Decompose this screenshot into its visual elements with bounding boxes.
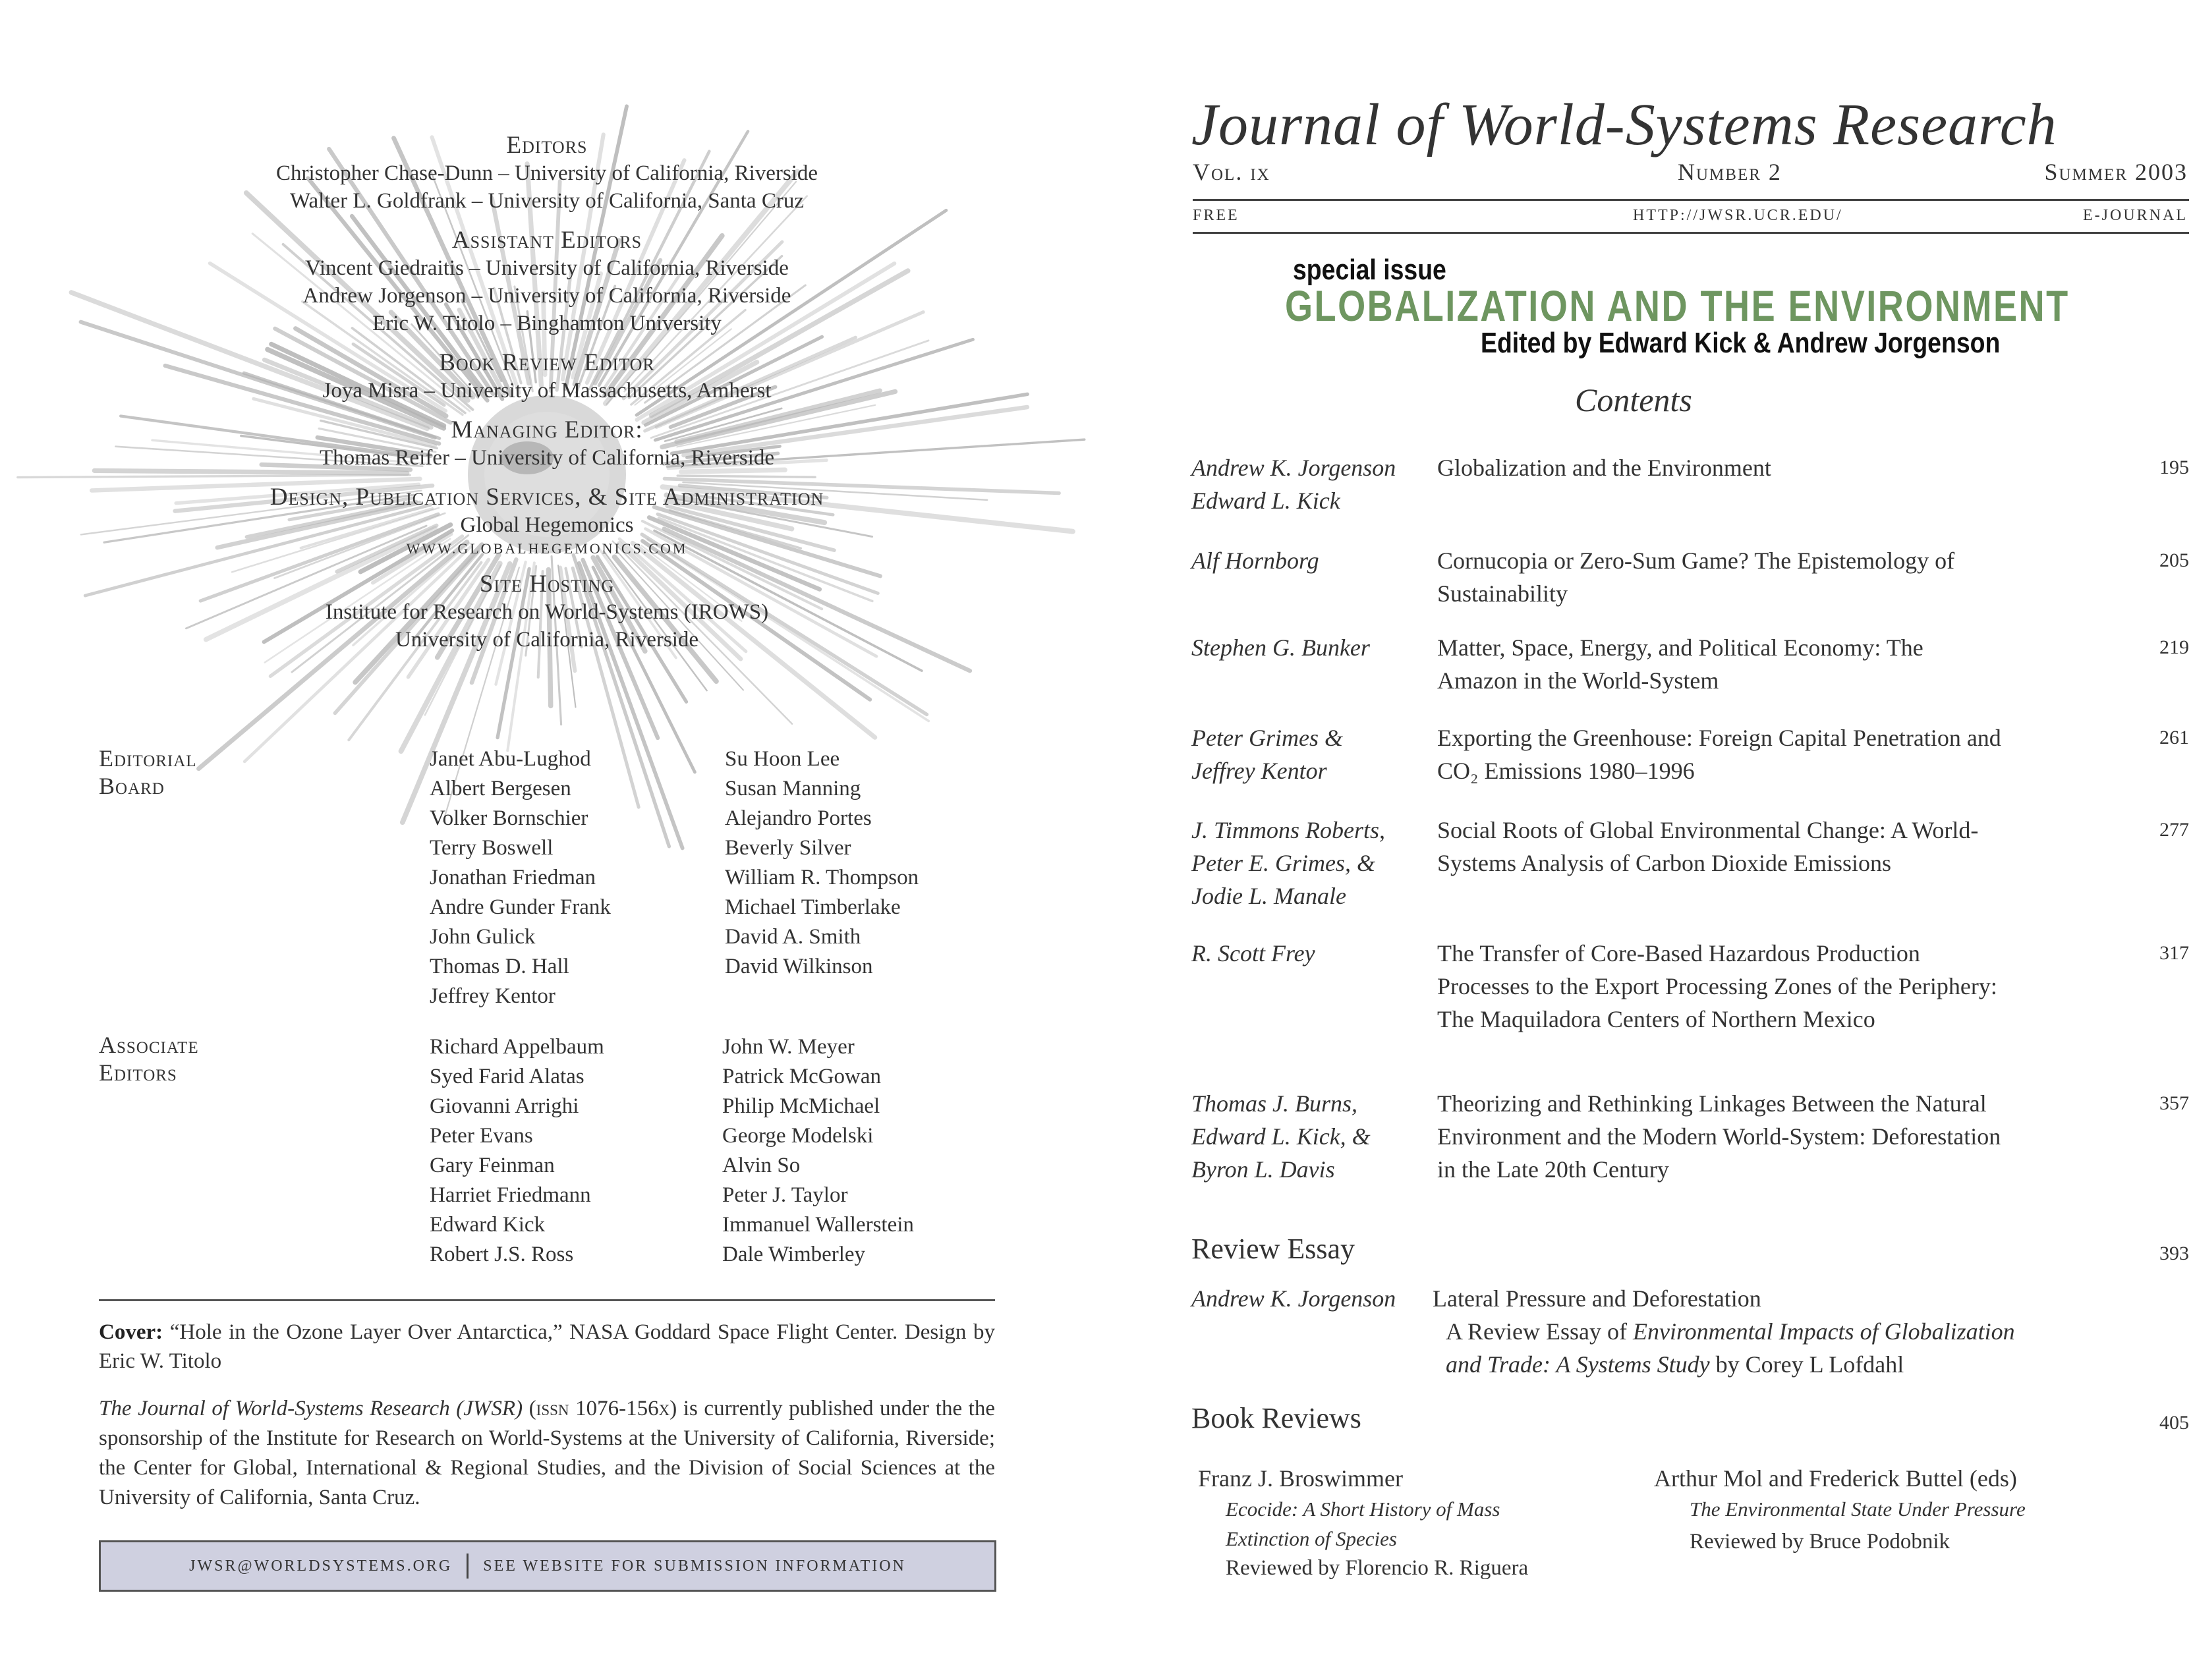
review-essay-page: 393 — [2159, 1243, 2189, 1264]
cover-credit — [99, 1318, 995, 1376]
issn: issn 1076-156x — [536, 1397, 670, 1420]
author-line: J. Timmons Roberts, — [1191, 817, 1386, 843]
ejournal-label: E-JOURNAL — [2083, 207, 2188, 224]
board-member: Janet Abu-Lughod — [430, 747, 591, 771]
board-member: David Wilkinson — [725, 955, 873, 978]
board-member: David A. Smith — [725, 925, 861, 949]
toc-author — [1191, 814, 1385, 912]
associate-editor: Alvin So — [722, 1154, 801, 1177]
toc-entry[interactable] — [1087, 937, 2189, 1075]
masthead-heading: Book Review Editor — [439, 349, 655, 376]
associate-editor: Peter Evans — [430, 1124, 533, 1148]
associate-editor: Robert J.S. Ross — [430, 1243, 574, 1266]
left-page — [0, 0, 1087, 1680]
masthead-line: Christopher Chase-Dunn – University of California, Riverside — [275, 161, 818, 185]
board-member: Volker Bornschier — [430, 806, 588, 830]
author-line: Jeffrey Kentor — [1191, 758, 1327, 784]
contents-heading: Contents — [1575, 381, 1692, 418]
right-page — [1087, 0, 2189, 1680]
masthead-heading: Editors — [506, 132, 588, 159]
volume: Vol. ix — [1193, 159, 1270, 185]
toc-author — [1191, 451, 1396, 517]
board-member: William R. Thompson — [725, 866, 919, 889]
masthead-heading: Design, Publication Services, & Site Administration — [270, 484, 824, 511]
masthead-line: Institute for Research on World-Systems (IROWS) — [325, 600, 769, 624]
board-member: Andre Gunder Frank — [430, 895, 611, 919]
associate-editor: Patrick McGowan — [722, 1065, 882, 1088]
toc-page: 219 — [2159, 636, 2189, 658]
subtitle-text: by Corey L Lofdahl — [1709, 1351, 1904, 1378]
issue-theme: GLOBALIZATION AND THE ENVIRONMENT — [1285, 281, 2070, 330]
toc-entry[interactable] — [1087, 544, 2189, 617]
board-member: Susan Manning — [725, 777, 861, 800]
toc-page: 195 — [2159, 457, 2189, 478]
board-member: Jeffrey Kentor — [430, 984, 555, 1008]
edited-by: Edited by Edward Kick & Andrew Jorgenson — [1481, 327, 2001, 359]
toc-entry[interactable] — [1087, 814, 2189, 919]
masthead-site-hosting — [99, 571, 995, 654]
review-essay-author: Andrew K. Jorgenson — [1191, 1285, 1396, 1312]
toc-author — [1191, 544, 1319, 577]
book-author: Franz J. Broswimmer — [1198, 1465, 1403, 1492]
toc-title: Theorizing and Rethinking Linkages Between the Natural Environment and the Modern World-System: Deforestation in the Late 20th Century — [1437, 1090, 2001, 1183]
masthead-line: Andrew Jorgenson – University of California, Riverside — [302, 284, 791, 308]
review-essay-subtitle — [1446, 1315, 2015, 1348]
cover-label: Cover: — [99, 1320, 163, 1344]
masthead-line: Eric W. Titolo – Binghamton University — [372, 312, 722, 335]
toc-title: Matter, Space, Energy, and Political Economy: The Amazon in the World-System — [1437, 634, 1923, 694]
toc-entry[interactable] — [1087, 721, 2189, 794]
masthead — [99, 132, 995, 665]
associate-editor: Giovanni Arrighi — [430, 1094, 579, 1118]
associate-editor: Gary Feinman — [430, 1154, 555, 1177]
toc-page: 357 — [2159, 1092, 2189, 1114]
book-author: Arthur Mol and Frederick Buttel (eds) — [1654, 1465, 2017, 1492]
masthead-line: Vincent Giedraitis – University of California, Riverside — [305, 256, 789, 280]
masthead-editors — [99, 132, 995, 215]
toc-page: 317 — [2159, 942, 2189, 964]
associate-editor: Richard Appelbaum — [430, 1035, 604, 1059]
toc-author — [1191, 721, 1343, 787]
masthead-design — [99, 484, 995, 559]
author-line: Jodie L. Manale — [1191, 883, 1346, 909]
author-line: Edward L. Kick — [1191, 488, 1340, 514]
submission-note: SEE WEBSITE FOR SUBMISSION INFORMATION — [483, 1557, 906, 1575]
board-member: Jonathan Friedman — [430, 866, 596, 889]
sponsorship-note: The Journal of World-Systems Research (JWSR) (issn 1076-156x) is currently published under the the sponsorship of the Institute for Research on World-Systems at the University of California, Riverside; the Center for Global, International & Regional Studies, and the Division of Social Sciences at the University of California, Santa Cruz. — [99, 1397, 995, 1509]
book-reviews-heading: Book Reviews — [1191, 1402, 1361, 1434]
author-line: R. Scott Frey — [1191, 940, 1315, 966]
book-reviewer: Reviewed by Florencio R. Riguera — [1226, 1556, 1529, 1580]
sponsorship-text: is currently published under the the sponsorship of the Institute for Research on World-Systems at the University of California, Riverside; the Center for Global, International & Regional Studies, and the Division of Social Sciences at the University of California, Santa Cruz. — [99, 1397, 995, 1509]
masthead-line: Joya Misra – University of Massachusetts, Amherst — [322, 379, 772, 403]
toc-title: Social Roots of Global Environmental Change: A World-Systems Analysis of Carbon Dioxide Emissions — [1437, 817, 1979, 876]
board-member: Albert Bergesen — [430, 777, 571, 800]
toc-page: 261 — [2159, 727, 2189, 748]
associate-editor: Immanuel Wallerstein — [722, 1213, 914, 1237]
associate-editor: Dale Wimberley — [722, 1243, 866, 1266]
masthead-line: University of California, Riverside — [395, 628, 699, 652]
free-label: FREE — [1193, 207, 1239, 224]
masthead-heading: Site Hosting — [479, 571, 615, 598]
subtitle-italic: Environmental Impacts of Globalization — [1632, 1318, 2015, 1345]
masthead-line: Thomas Reifer – University of California, Riverside — [319, 446, 775, 470]
author-line: Andrew K. Jorgenson — [1191, 455, 1396, 481]
associate-editors-title: Associate Editors — [99, 1032, 199, 1086]
board-member: John Gulick — [430, 925, 536, 949]
toc-title: Exporting the Greenhouse: Foreign Capital Penetration and CO₂ Emissions 1980–1996 — [1437, 725, 2001, 784]
associate-editor: Syed Farid Alatas — [430, 1065, 584, 1088]
toc-entry[interactable] — [1087, 631, 2189, 704]
board-member: Alejandro Portes — [725, 806, 872, 830]
masthead-assistant-editors — [99, 227, 995, 337]
board-member: Terry Boswell — [430, 836, 554, 860]
subtitle-text: A Review Essay of — [1446, 1318, 1633, 1345]
journal-name-italic: The Journal of World-Systems Research (JWSR) — [99, 1397, 523, 1420]
cover-text: “Hole in the Ozone Layer Over Antarctica,” NASA Goddard Space Flight Center. Design by Eric W. Titolo — [99, 1320, 995, 1373]
journal-title: Journal of World-Systems Research — [1191, 92, 2057, 157]
toc-entry[interactable] — [1087, 451, 2189, 524]
author-line: Peter E. Grimes, & — [1191, 850, 1375, 876]
author-line: Edward L. Kick, & — [1191, 1123, 1371, 1150]
footer-separator — [467, 1554, 469, 1579]
book-reviewer: Reviewed by Bruce Podobnik — [1690, 1530, 1951, 1554]
book-title: Extinction of Species — [1226, 1527, 1397, 1550]
board-member: Beverly Silver — [725, 836, 851, 860]
board-member: Michael Timberlake — [725, 895, 901, 919]
masthead-heading: Assistant Editors — [451, 227, 642, 254]
special-issue-label: special issue — [1293, 254, 1446, 286]
author-line: Byron L. Davis — [1191, 1156, 1335, 1183]
associate-editor: Philip McMichael — [722, 1094, 880, 1118]
toc-page: 205 — [2159, 549, 2189, 571]
editorial-board-title: Editorial Board — [99, 745, 197, 799]
book-title: Ecocide: A Short History of Mass — [1226, 1498, 1500, 1521]
editorial-board-col1 — [430, 744, 611, 1011]
associate-editor: Harriet Friedmann — [430, 1183, 591, 1207]
author-line: Peter Grimes & — [1191, 725, 1343, 751]
toc-author — [1191, 631, 1370, 664]
issue-season: Summer 2003 — [2044, 159, 2188, 185]
masthead-heading: Managing Editor: — [451, 416, 643, 443]
editorial-board-col2 — [725, 744, 919, 982]
associate-editor: Edward Kick — [430, 1213, 546, 1237]
author-line: Thomas J. Burns, — [1191, 1090, 1358, 1117]
associate-editor: John W. Meyer — [722, 1035, 855, 1059]
masthead-managing-editor — [99, 416, 995, 472]
masthead-line: Walter L. Goldfrank – University of California, Santa Cruz — [290, 189, 804, 213]
masthead-url: WWW.GLOBALHEGEMONICS.COM — [406, 540, 688, 557]
journal-url-link[interactable]: HTTP://JWSR.UCR.EDU/ — [1633, 207, 1843, 224]
divider — [1193, 232, 2189, 234]
toc-title: Globalization and the Environment — [1437, 455, 1771, 481]
board-member: Thomas D. Hall — [430, 955, 569, 978]
masthead-line: Global Hegemonics — [460, 513, 634, 537]
book-reviews-page: 405 — [2159, 1412, 2189, 1434]
toc-page: 277 — [2159, 819, 2189, 841]
url-row — [1193, 207, 2188, 229]
toc-author — [1191, 937, 1315, 970]
divider — [1193, 199, 2189, 201]
associate-editor: George Modelski — [722, 1124, 874, 1148]
toc-title: The Transfer of Core-Based Hazardous Production Processes to the Export Processing Zones of the Periphery: The Maquiladora Centers of Northern Mexico — [1437, 940, 1997, 1032]
issue-number: Number 2 — [1678, 159, 1782, 185]
book-title: The Environmental State Under Pressure — [1690, 1498, 2026, 1521]
masthead-book-review-editor — [99, 349, 995, 405]
toc-title: Cornucopia or Zero-Sum Game? The Epistemology of Sustainability — [1437, 547, 1955, 607]
review-essay-title[interactable]: Lateral Pressure and Deforestation — [1433, 1285, 1761, 1312]
associate-editors-col2 — [722, 1032, 914, 1270]
associate-editor: Peter J. Taylor — [722, 1183, 848, 1207]
review-essay-subtitle — [1446, 1348, 1904, 1381]
toc-author — [1191, 1087, 1371, 1186]
submission-footer — [99, 1540, 996, 1592]
email-link[interactable]: JWSR@WORLDSYSTEMS.ORG — [189, 1557, 453, 1575]
author-line: Stephen G. Bunker — [1191, 634, 1370, 661]
associate-editors-col1 — [430, 1032, 604, 1270]
subtitle-italic: and Trade: A Systems Study — [1446, 1351, 1710, 1378]
author-line: Alf Hornborg — [1191, 547, 1319, 574]
board-member: Su Hoon Lee — [725, 747, 840, 771]
review-essay-heading: Review Essay — [1191, 1233, 1355, 1265]
divider — [99, 1299, 995, 1301]
toc-entry[interactable] — [1087, 1087, 2189, 1192]
issue-info-row — [1193, 158, 2188, 188]
